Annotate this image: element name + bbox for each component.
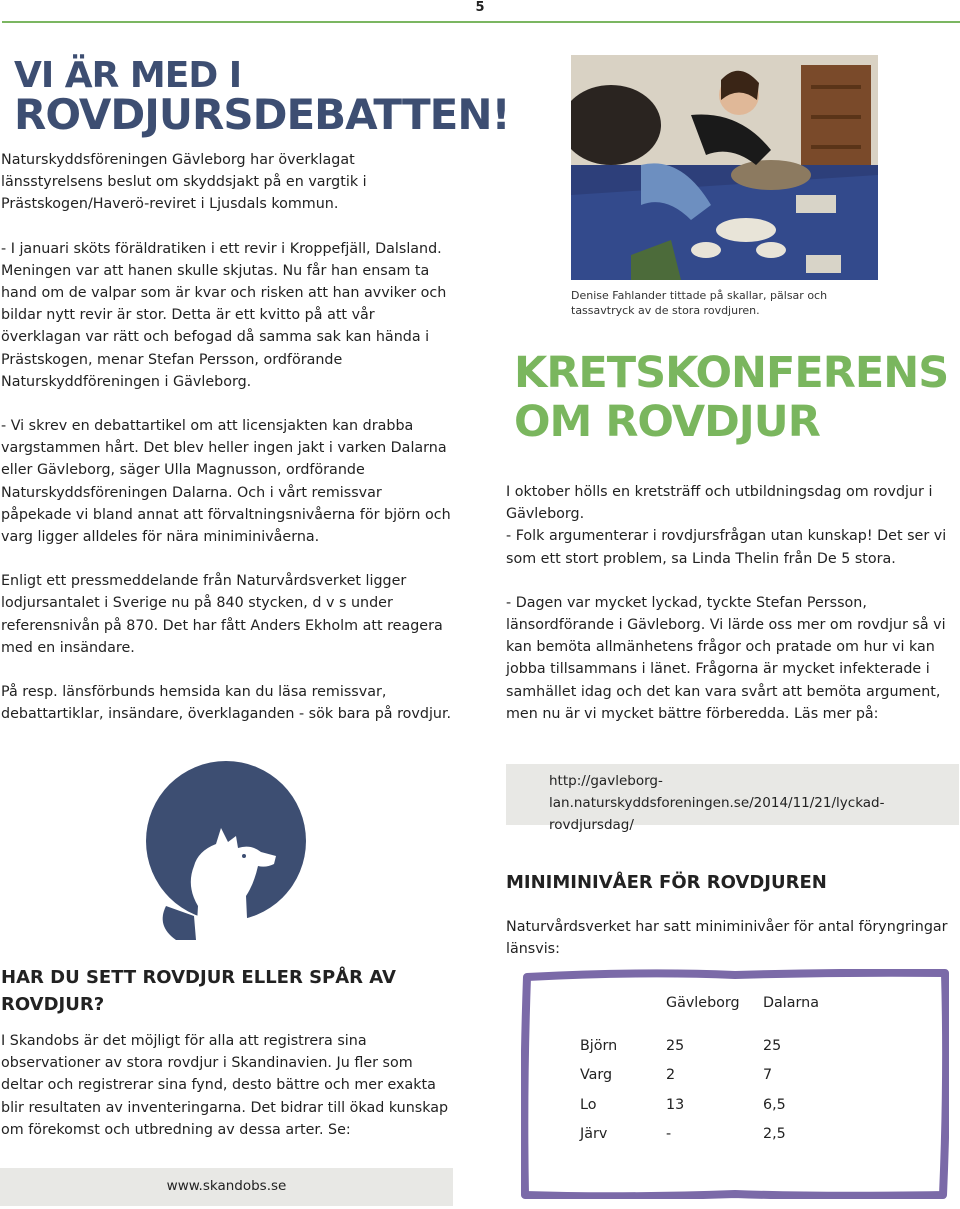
page-number: 5 [475, 0, 485, 15]
photo-illustration [571, 55, 878, 280]
table-cell: - [666, 1126, 672, 1142]
paragraph: - Vi skrev en debattartikel om att licensjakten kan drabba vargstammen hårt. Det blev heller ingen jakt i varken Dalarna eller Gävleborg, säger Ulla Magnusson, ordförande Naturskyddsföreningen Dalarna. Och i vårt remissvar påpekade vi bland annat att förvaltningsnivåerna för björn och varg ligger alldeles för nära miniminivåerna. [1, 418, 451, 546]
paragraph: Enligt ett pressmeddelande från Naturvårdsverket ligger lodjursantalet i Sverige nu på 840 stycken, d v s under referensnivån på 870. Det har fått Anders Ekholm att reagera med en insändare. [1, 573, 443, 656]
article-left [1, 149, 456, 725]
table-cell: 7 [763, 1067, 773, 1083]
table-cell: Lo [580, 1097, 597, 1113]
table-row [540, 1126, 940, 1150]
photo-caption: Denise Fahlander tittade på skallar, pälsar och tassavtryck av de stora rovdjuren. [571, 289, 828, 317]
table-cell: 25 [763, 1038, 782, 1054]
headline-conference-line2: OM ROVDJUR [514, 397, 820, 447]
sighting-heading: HAR DU SETT ROVDJUR ELLER SPÅR AV ROVDJUR? [1, 967, 396, 1015]
table-header: Gävleborg [666, 995, 740, 1011]
table-cell: 25 [666, 1038, 685, 1054]
paragraph: På resp. länsförbunds hemsida kan du läsa remissvar, debattartiklar, insändare, överklaganden - sök bara på rovdjur. [1, 684, 452, 723]
table-cell: 6,5 [763, 1097, 786, 1113]
minimum-heading: MINIMINIVÅER FÖR ROVDJUREN [506, 872, 827, 893]
table-header: Dalarna [763, 995, 819, 1011]
skandobs-link[interactable]: www.skandobs.se [166, 1178, 287, 1194]
paragraph: I oktober hölls en kretsträff och utbildningsdag om rovdjur i Gävleborg. [506, 484, 933, 523]
top-divider [2, 21, 960, 23]
headline-conference-line1: KRETSKONFERENS [514, 348, 949, 398]
paragraph: - I januari sköts föräldratiken i ett revir i Kroppefjäll, Dalsland. Meningen var att hanen skulle skjutas. Nu får han ensam ta hand om de valpar som är kvar och risken att han avviker och bildar nytt revir är stor. Detta är ett kvitto på att vår överklagan var rätt och befogad då samma sak kan hända i Prästskogen, menar Stefan Persson, ordförande Naturskyddföreningen i Gävleborg. [1, 240, 447, 390]
table-header-row [540, 995, 940, 1019]
table-cell: 2,5 [763, 1126, 786, 1142]
skandobs-box [0, 1168, 453, 1206]
paragraph: - Folk argumenterar i rovdjursfrågan utan kunskap! Det ser vi som ett stort problem, sa Linda Thelin från De 5 stora. [506, 528, 947, 567]
table-cell: 2 [666, 1067, 676, 1083]
headline-debate [14, 55, 510, 139]
table-row [540, 1067, 940, 1091]
table-cell: Järv [580, 1126, 608, 1142]
table-row [540, 1038, 940, 1062]
minimum-intro: Naturvårdsverket har satt miniminivåer för antal föryngringar länsvis: [506, 919, 948, 958]
conference-link[interactable]: http://gavleborg-lan.naturskyddsforeningen.se/2014/11/21/lyckad-rovdjursdag/ [549, 773, 885, 833]
table-cell: 13 [666, 1097, 685, 1113]
paragraph: Naturskyddsföreningen Gävleborg har överklagat länsstyrelsens beslut om skyddsjakt på en vargtik i Prästskogen/Haverö-reviret i Ljusdals kommun. [1, 152, 367, 213]
headline-conference [514, 348, 959, 447]
table-cell: Björn [580, 1038, 618, 1054]
conference-photo [571, 55, 878, 280]
article-right [506, 481, 960, 725]
headline-debate-line1: VI ÄR MED I [14, 55, 242, 96]
table-row [540, 1097, 940, 1121]
wolf-howling-moon-icon [136, 756, 316, 940]
paragraph: - Dagen var mycket lyckad, tyckte Stefan Persson, länsordförande i Gävleborg. Vi lärde oss mer om rovdjur så vi kan bemöta allmänhetens frågor och pratade om hur vi kan jobba tillsammans i länet. Frågorna är mycket infekterade i samhället idag och det kan vara svårt att bemöta argument, men nu är vi mycket bättre förberedda. Läs mer på: [506, 594, 946, 722]
table-cell: Varg [580, 1067, 613, 1083]
link-box [506, 764, 959, 833]
headline-debate-line2: ROVDJURSDEBATTEN! [14, 90, 510, 139]
sighting-text: I Skandobs är det möjligt för alla att registrera sina observationer av stora rovdjur i Skandinavien. Ju fler som deltar och registrerar sina fynd, desto bättre och mer exakta blir resultaten av inventeringarna. Det bidrar till ökad kunskap om förekomst och utbredning av dessa arter. Se: [1, 1033, 449, 1138]
